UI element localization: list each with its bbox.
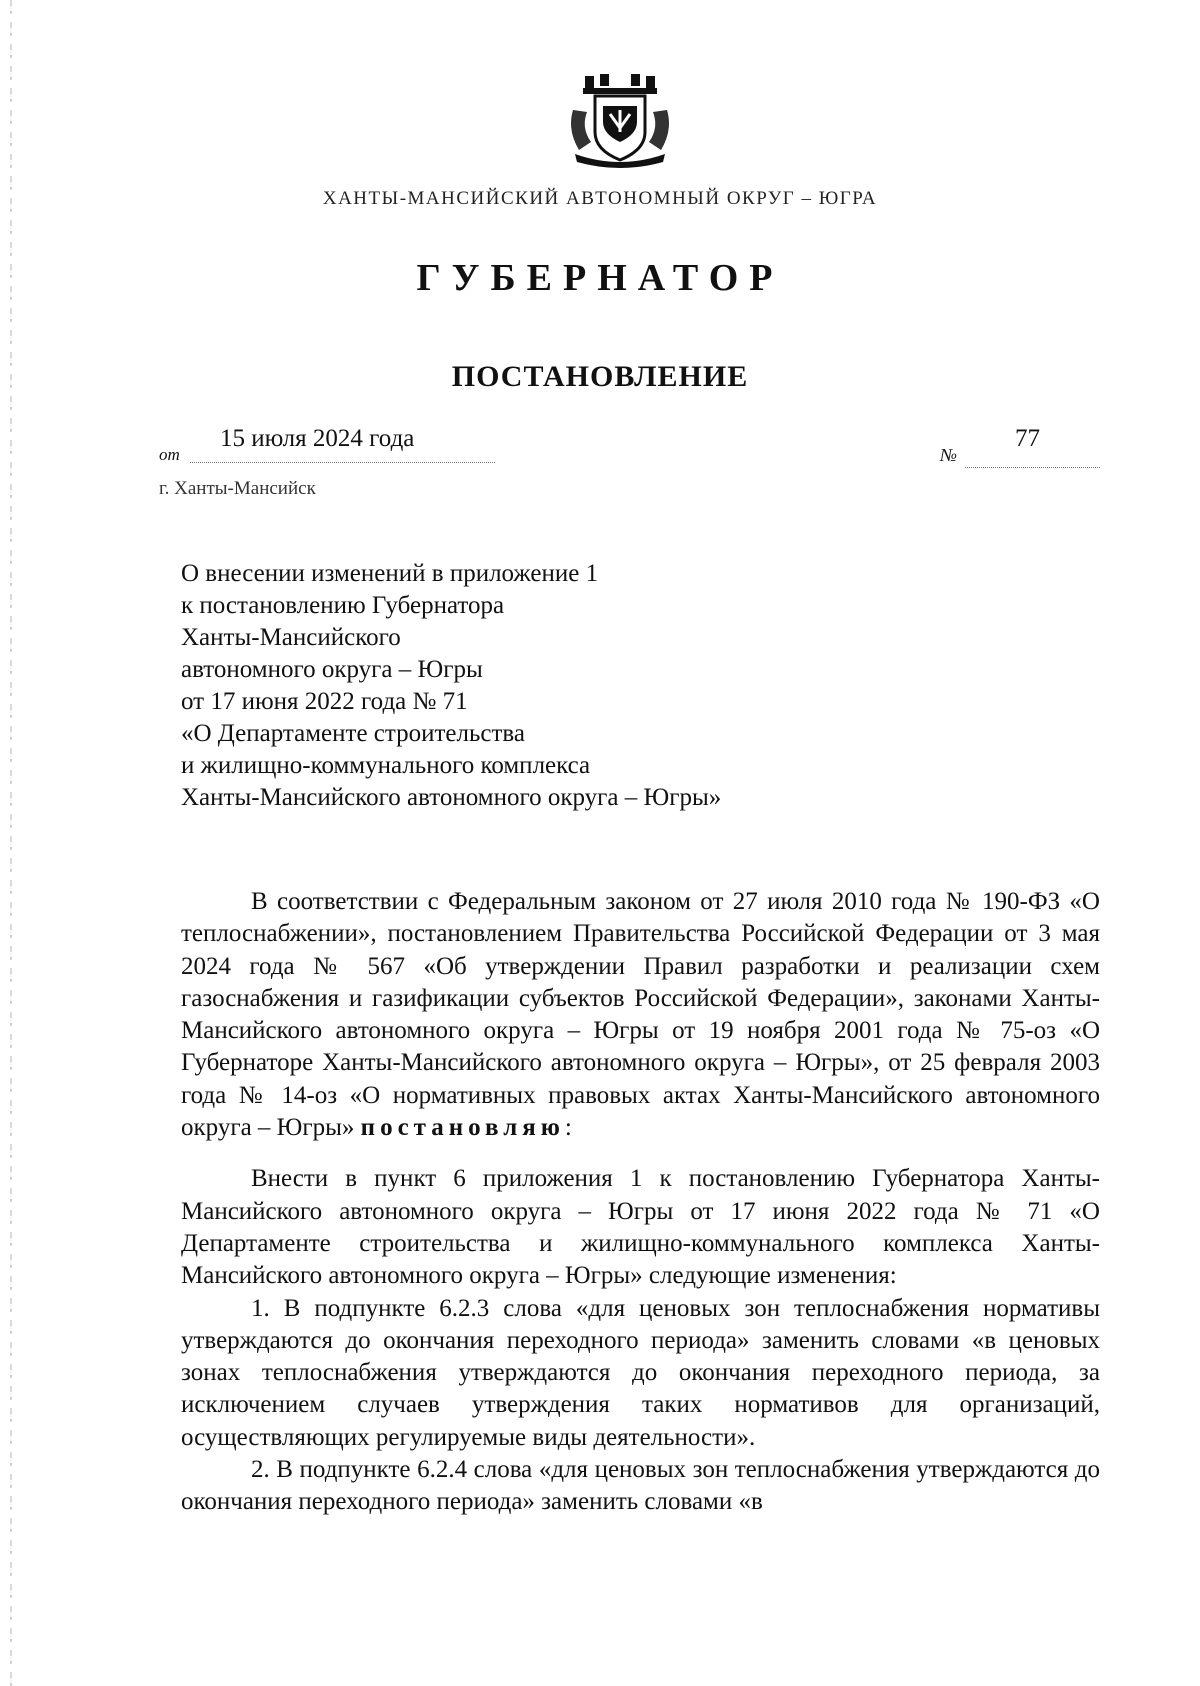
subject-line: Ханты-Мансийского автономного округа – Югры» xyxy=(181,784,722,811)
region-name: ХАНТЫ-МАНСИЙСКИЙ АВТОНОМНЫЙ ОКРУГ – ЮГРА xyxy=(322,188,878,209)
subject-line: и жилищно-коммунального комплекса xyxy=(181,752,591,779)
scan-edge xyxy=(10,0,12,1686)
preamble-paragraph xyxy=(181,886,1100,1144)
document-city: г. Ханты-Мансийск xyxy=(159,478,316,499)
number-underline xyxy=(965,467,1100,468)
preamble-text: В соответствии с Федеральным законом от 27 июля 2010 года № 190-ФЗ «О теплоснабжении», постановлением Правительства Российской Федерации от 3 мая 2024 года № 567 «Об утверждении Правил разработки и реализации схем газоснабжения и газификации субъектов Российской Федерации», законами Ханты-Мансийского автономного округа – Югры от 19 ноября 2001 года № 75-оз «О Губернаторе Ханты-Мансийского автономного округа – Югры», от 25 февраля 2003 года № 14-оз «О нормативных правовых актах Ханты-Мансийского автономного округа – Югры» xyxy=(181,888,1100,1142)
subject-line: к постановлению Губернатора xyxy=(181,592,505,619)
document-subject xyxy=(181,558,881,814)
resolve-word: постановляю xyxy=(360,1114,565,1142)
document-date: 15 июля 2024 года xyxy=(220,425,415,452)
subject-line: О внесении изменений в приложение 1 xyxy=(181,560,599,587)
date-underline xyxy=(190,462,495,463)
subject-line: автономного округа – Югры xyxy=(181,656,483,683)
date-label: от xyxy=(159,445,180,464)
intro-paragraph: Внести в пункт 6 приложения 1 к постановлению Губернатора Ханты-Мансийского автономного округа – Югры от 17 июня 2022 года № 71 «О Департаменте строительства и жилищно-коммунального комплекса Ханты-Мансийского автономного округа – Югры» следующие изменения: xyxy=(181,1165,1100,1290)
item-2-paragraph: 2. В подпункте 6.2.4 слова «для ценовых зон теплоснабжения утверждаются до окончания переходного периода» заменить словами «в xyxy=(181,1456,1100,1516)
authority-title: ГУБЕРНАТОР xyxy=(416,257,784,299)
subject-line: Ханты-Мансийского xyxy=(181,624,401,651)
item-1-paragraph: 1. В подпункте 6.2.3 слова «для ценовых зон теплоснабжения нормативы утверждаются до окончания переходного периода» заменить словами «в ценовых зонах теплоснабжения утверждаются до окончания переходного периода, за исключением случаев утверждения таких нормативов для организаций, осуществляющих регулируемые виды деятельности». xyxy=(181,1294,1100,1451)
document-type: ПОСТАНОВЛЕНИЕ xyxy=(451,360,749,393)
document-number: 77 xyxy=(1015,425,1040,452)
subject-line: от 17 июня 2022 года № 71 xyxy=(181,688,468,715)
khmao-coat-of-arms-icon xyxy=(565,70,675,170)
subject-line: «О Департаменте строительства xyxy=(181,720,525,747)
resolve-punct: : xyxy=(564,1114,572,1142)
document-body xyxy=(181,886,1100,1519)
number-label: № xyxy=(940,445,957,465)
